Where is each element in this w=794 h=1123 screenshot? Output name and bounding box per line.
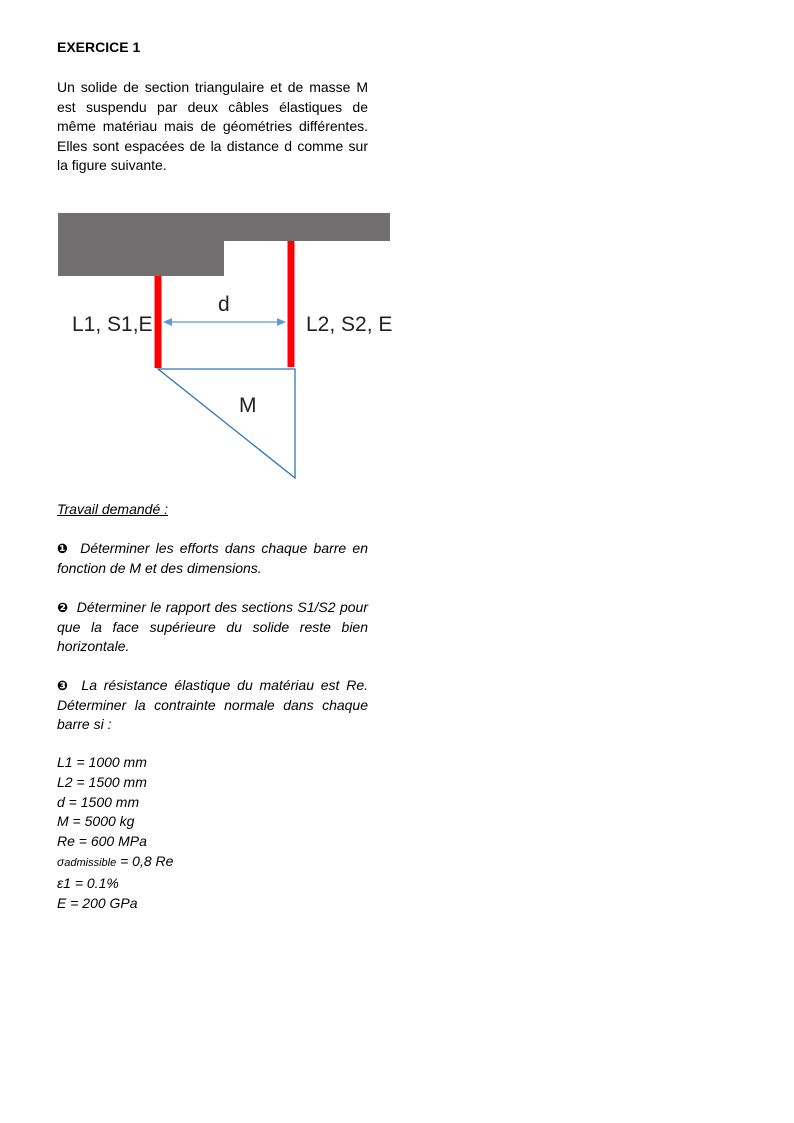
question-1: [57, 539, 368, 578]
label-distance: d: [218, 293, 230, 316]
sigma-symbol: σ: [57, 854, 65, 869]
question-1-number: ❶: [57, 541, 77, 556]
arrow-head-right: [277, 318, 286, 326]
value-e: E = 200 GPa: [57, 894, 138, 911]
sigma-value: = 0,8 Re: [116, 852, 174, 869]
question-3-text: La résistance élastique du matériau est Re. Déterminer la contrainte normale dans chaque barre si :: [57, 677, 368, 733]
question-3-number: ❸: [57, 678, 78, 693]
question-2-text: Déterminer le rapport des sections S1/S2 pour que la face supérieure du solide reste bien horizontale.: [57, 599, 368, 655]
value-re: Re = 600 MPa: [57, 833, 147, 850]
value-l2: L2 = 1500 mm: [57, 773, 147, 790]
label-right: L2, S2, E: [306, 313, 393, 336]
label-left: L1, S1,E: [72, 313, 153, 336]
question-1-text: Déterminer les efforts dans chaque barre en fonction de M et des dimensions.: [57, 540, 368, 576]
figure-diagram: [0, 0, 794, 500]
value-sigma: [57, 852, 173, 874]
value-epsilon: ε1 = 0.1%: [57, 874, 119, 891]
intro-paragraph: Un solide de section triangulaire et de masse M est suspendu par deux câbles élastiques de même matériau mais de géométries différentes. Elles sont espacées de la distance d comme sur la figure suivante.: [57, 79, 368, 174]
given-values-list: [57, 753, 173, 913]
question-3: [57, 676, 368, 735]
value-l1: L1 = 1000 mm: [57, 754, 147, 770]
question-2-number: ❷: [57, 600, 73, 615]
arrow-head-left: [163, 318, 172, 326]
task-heading: Travail demandé :: [57, 501, 169, 517]
ceiling-support: [58, 213, 390, 276]
question-2: [57, 598, 368, 657]
sigma-subscript: admissible: [64, 856, 117, 869]
exercise-title: EXERCICE 1: [57, 39, 141, 55]
value-m: M = 5000 kg: [57, 813, 135, 830]
triangle-mass: [158, 369, 295, 478]
label-mass: M: [239, 394, 257, 417]
value-d: d = 1500 mm: [57, 793, 140, 810]
